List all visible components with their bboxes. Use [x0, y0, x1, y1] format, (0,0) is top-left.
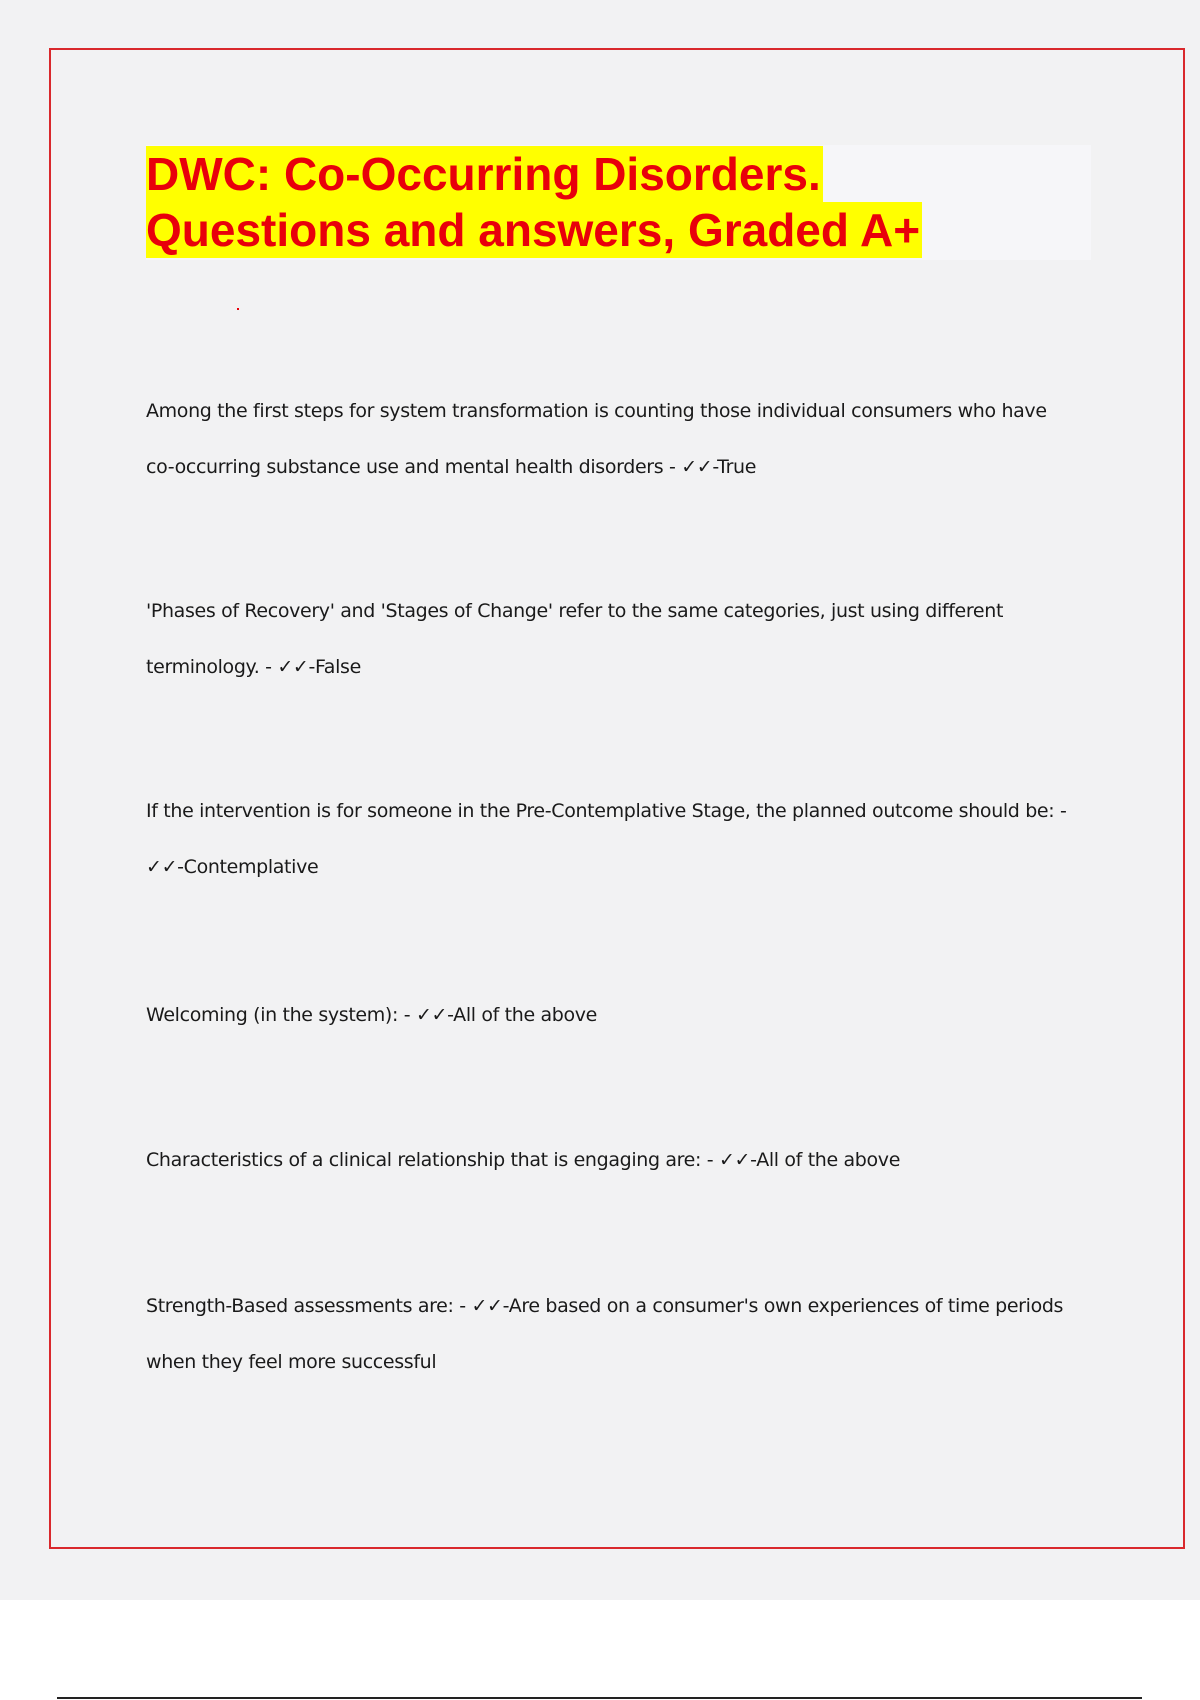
question-text: Welcoming (in the system): [146, 1004, 399, 1026]
checkmark-icon: ✓✓ [146, 856, 178, 878]
answer-text: -All of the above [750, 1149, 901, 1171]
qa-item-2 [146, 583, 1076, 695]
checkmark-icon: ✓✓ [681, 456, 713, 478]
separator: - [453, 1295, 472, 1317]
separator: - [259, 656, 278, 678]
answer-text: -True [712, 456, 757, 478]
separator: - [701, 1149, 719, 1171]
answer-text: -False [308, 656, 361, 678]
answer-text: -All of the above [447, 1004, 597, 1026]
footer-divider-line [57, 1697, 1142, 1699]
question-text: Characteristics of a clinical relationship that is engaging are: [146, 1149, 702, 1171]
checkmark-icon: ✓✓ [471, 1295, 503, 1317]
qa-item-6 [146, 1278, 1076, 1390]
qa-item-1 [146, 383, 1076, 495]
separator: - [663, 456, 682, 478]
answer-text: -Are based on a consumer's own experiences of time periods when they feel more successful [146, 1295, 1064, 1373]
question-text: Strength-Based assessments are: [146, 1295, 454, 1317]
checkmark-icon: ✓✓ [415, 1004, 448, 1026]
qa-item-3 [146, 783, 1076, 895]
checkmark-icon: ✓✓ [277, 656, 309, 678]
answer-text: -Contemplative [177, 856, 319, 878]
question-text: If the intervention is for someone in the Pre-Contemplative Stage, the planned outcome should be: [146, 800, 1055, 822]
separator: - [1054, 800, 1067, 822]
document-title-line-2: Questions and answers, Graded A+ [146, 204, 921, 256]
stray-red-dot [237, 308, 239, 310]
question-text: 'Phases of Recovery' and 'Stages of Change' refer to the same categories, just using different terminology. [146, 600, 1004, 678]
checkmark-icon: ✓✓ [718, 1149, 751, 1171]
qa-item-4 [146, 987, 1076, 1043]
question-text: Among the first steps for system transformation is counting those individual consumers who have co-occurring substance use and mental health disorders [146, 400, 1047, 478]
qa-item-5 [146, 1132, 1076, 1188]
document-title-line-1: DWC: Co-Occurring Disorders. [146, 148, 821, 200]
separator: - [398, 1004, 416, 1026]
